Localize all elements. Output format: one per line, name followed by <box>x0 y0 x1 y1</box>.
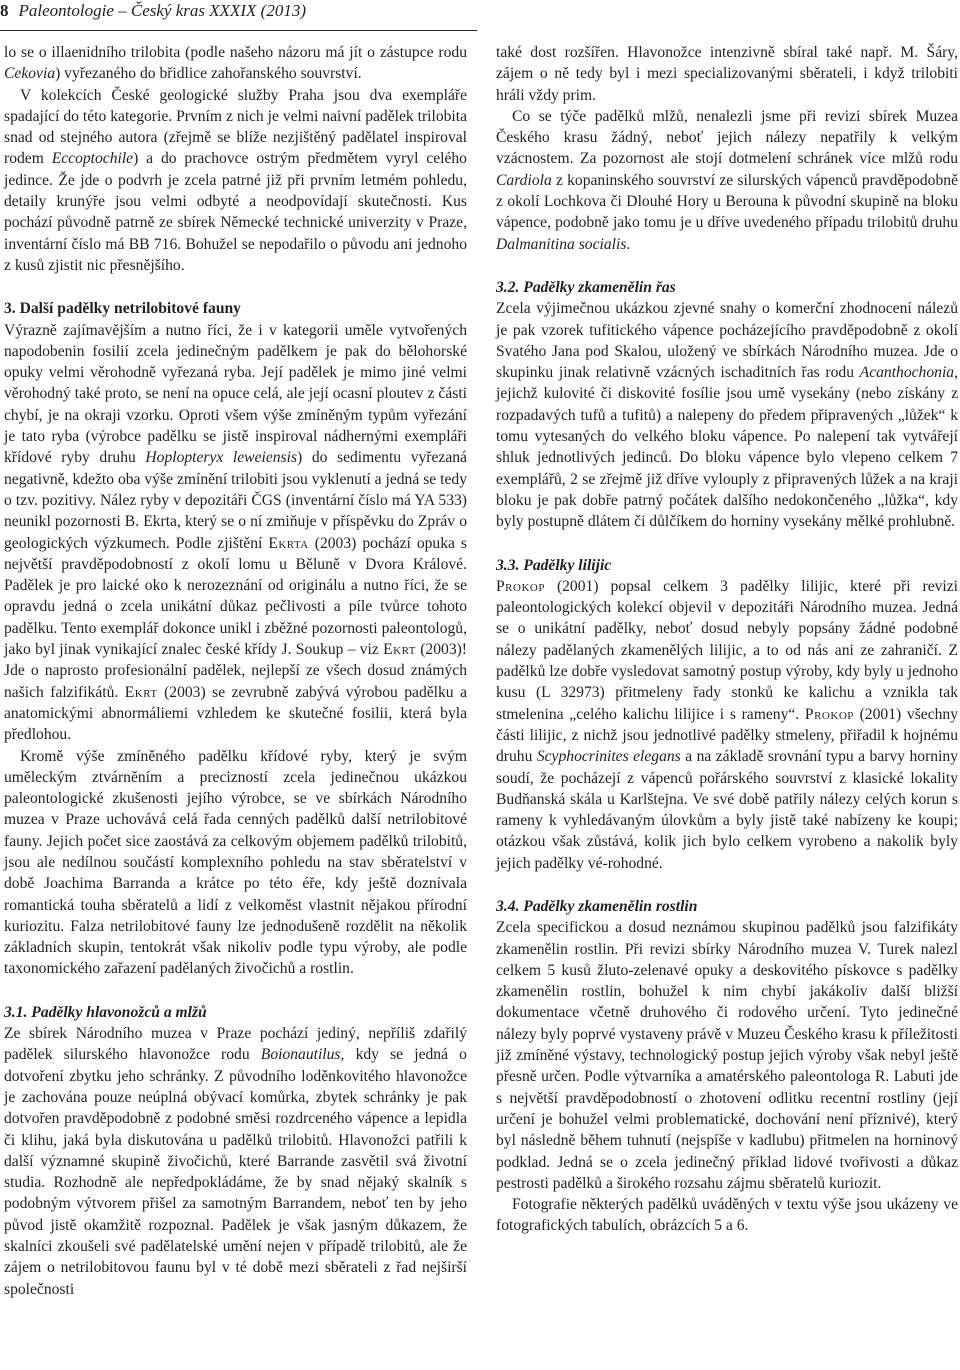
subsection-heading: 3.4. Padělky zkamenělin rostlin <box>496 897 698 915</box>
text-run: lo se o illaenidního trilobita (podle našeho názoru má jít o zástupce rodu <box>4 44 467 61</box>
italic-term: Cekovia <box>4 65 56 83</box>
text-run: a na základě srovnání typu a barvy horniny soudí, že pocházejí z vápenců pořárského souvrství z klasické lokality Budňanská skála u Karlštejna. Ve své době patřily nálezy celých korun s rameny k vyhledávaným úlovkům a byly jistě také nabízeny ke koupi; otázkou však zůstává, kolik jich bylo celkem vyrobeno a nakolik byly jejich padělky vé-rohodné. <box>496 748 958 872</box>
text-run: (2003)! Jde o naprosto profesionální padělek, nejlepší ze všech dosud známých našich falzifikátů. <box>4 641 468 701</box>
author-citation: Ekrta <box>268 534 309 552</box>
paragraph <box>496 42 958 106</box>
paragraph <box>496 298 958 532</box>
text-run: Kromě výše zmíněného padělku křídové ryby, který je svým uměleckým ztvárněním a precizností zcela jedinečnou ukázkou paleontologické zkušenosti jejího výrobce, se ve sbírkách Národního muzea v Praze uchovává celá řada cenných padělků další netrilobitové fauny. Jejich počet sice zaostává za celkovým objemem padělků trilobitů, jsou ale nedílnou součástí komplexního pohledu na stav sběratelství v době Joachima Barranda a krátce po této éře, kdy ještě doznívala romantická touha sběratelů a lidí z velkoměst vlastnit nějakou přírodní kuriozitu. Falza netrilobitové fauny lze jednodušeně rozdělit na několik základních skupin, tentokrát však nikoliv podle typu výroby, ale podle taxonomického zařazení padělaných živočichů a rostlin. <box>4 747 467 978</box>
italic-term: Boionautilus <box>260 1046 341 1064</box>
section-heading: 3. Další padělky netrilobitové fauny <box>4 300 241 318</box>
author-citation: Ekrt <box>124 683 158 701</box>
paragraph <box>4 42 467 85</box>
text-run: Fotografie některých padělků uváděných v textu výše jsou ukázeny ve fotografických tabulích, obrázcích 5 a 6. <box>496 1196 958 1235</box>
paragraph <box>496 576 958 874</box>
italic-term: Hoplopteryx leweiensis <box>145 449 298 467</box>
paragraph <box>496 106 958 255</box>
subsection-heading: 3.2. Padělky zkamenělin řas <box>496 278 676 296</box>
paragraph <box>4 746 467 980</box>
text-run: ) do sedimentu vyřezaná negativně, kdežto oba výše zmínění trilobiti jsou vyklenutí a jedná se tedy o tzv. pozitivy. Nález ryby v depozitáři ČGS (inventární číslo má YA 533) neunikl pozornosti B. Ekrta, který se o ní zmiňuje v příspěvku do Zpráv o geologických výzkumech. Podle zjištění <box>4 449 467 552</box>
paragraph <box>4 1023 467 1300</box>
running-header <box>0 0 306 22</box>
text-run: Zcela výjimečnou ukázkou zjevné snahy o komerční zhodnocení nálezů je pak vzorek tufitického vápence pocházejícího pravděpodobně z okolí Svatého Jana pod Skalou, uložený ve sbírkách Národního muzea. Jde o skupinku jinak relativně vzácných ischaditních řas rodu <box>496 300 958 382</box>
text-run: V kolekcích České geologické služby Praha jsou dva exempláře spadající do této kategorie. Prvním z nich je velmi naivní padělek trilobita snad od stejného autora (zřejmě se blíže nezjištěný padělatel inspiroval rodem <box>4 86 467 168</box>
subsection-heading: 3.3. Padělky lilijic <box>496 556 612 574</box>
text-run: Výrazně zajímavějším a nutno říci, že i v kategorii uměle vytvořených napodobenin fosilií zcela jedinečným padělkem je pak do bělohorské opuky velmi věrohodně vyřezaná ryba. Její padělek je mimo jiné velmi věrohodný také proto, se není na opuce celá, ale její ocasní ploutev z části chybí, je na okraji vzorku. Oproti všem výše zmíněným typům vyřezání je tato ryba (výrobce padělku se jistě inspiroval nádhernými exempláři křídové ryby druhu <box>4 321 467 467</box>
paragraph <box>4 85 467 277</box>
text-run: také dost rozšířen. Hlavonožce intenzivně sbíral také např. M. Šáry, zájem o ně tedy byl i mezi specializovanými sběrateli, i když trilobiti hráli vždy prim. <box>496 44 958 104</box>
paragraph <box>4 320 467 746</box>
text-run: Ze sbírek Národního muzea v Praze pochází jediný, nepříliš zdařilý padělek silurského hlavonožce rodu <box>4 1025 467 1064</box>
text-run: . <box>626 235 631 253</box>
italic-term: Cardiola <box>496 171 552 189</box>
text-run: Zcela specifickou a dosud neznámou skupinou padělků jsou falzifikáty zkamenělin rostlin. Při revizi sbírky Národního muzea V. Turek nalezl celkem 5 kusů žluto-zelenavé opuky a deskovitého pískovce s padělky zkamenělin rostlin, bohužel k nim chybí jakákoliv další bližší dokumentace včetně druhového či rodového určení. Tyto jedinečné nálezy byly poprvé vystaveny právě v Muzeu Českého krasu k příležitosti již zmíněné výstavy, technologický postup jejich výroby však nebyl ještě přesně určen. Podle výtvarníka a amatérského paleontologa R. Labuti jde s největší pravděpodobností o zhotovení odlitku recentní rostliny (její určení je bohužel velmi problematické, dochování není příznivé), který byl následně během tuhnutí (nejspíše v kadlubu) přitmelen na horninový podklad. Jedná se o zcela jedinečný příklad lidové tvořivosti a důkaz pestrosti padělků a širokého rozsahu zájmu sběratelů kuriozit. <box>496 919 958 1192</box>
italic-term: Dalmanitina socialis <box>496 235 627 253</box>
right-column <box>496 42 958 1237</box>
text-run: (2003) pochází opuka s největší pravděpodobností z okolí lomu u Běluně v Dvora Králové. Padělek je pro laické oko k nerozeznání od originálu a nutno říci, že se opravdu jedná o zcela unikátní důkaz pečlivosti a píle tvůrce tohoto padělku. Tento exemplář dokonce unikl i zběžné pozornosti paleontologů, jako byl jinak vynikající znalec české křídy J. Soukup – viz <box>4 534 467 659</box>
page-number: 8 <box>0 1 9 20</box>
text-run: (2001) popsal celkem 3 padělky lilijic, které při revizi paleontologických kolekcí objevil v depozitáři Národního muzea. Jedná se o unikátní padělky, neboť dosud nebyly popsány žádné podobné nálezy padělaných zkamenělých lilijic, a to od nás ani ze zahraničí. Z padělků lze dobře vysledovat samotný postup výroby, kdy byly u jednoho kusu (L 32973) přitmeleny řady stonků ke kalichu a vznikla tak stmelenina „celého kalichu lilijice i s rameny“. <box>496 577 958 723</box>
text-run: ) a do prachovce ostrým předmětem vyryl celého jedince. Že jde o podvrh je zcela patrné již při prvním letmém pohledu, detaily krunýře jsou velmi odbyté a neodpovídají skutečnosti. Kus pochází původně patrně ze sbírek Německé technické univerzity v Praze, inventární číslo má BB 716. Bohužel se nepodařilo o původu ani jednoho z kusů zjistit nic přesnějšího. <box>4 150 467 274</box>
text-run: z kopaninského souvrství ze silurských vápenců pravděpodobně z okolí Lochkova či Dlouhé Hory u Berouna k původní skupině na bloku vápence, podobně jako tomu je u dříve uvedeného případu trilobitů druhu <box>496 171 958 232</box>
italic-term: Eccoptochile <box>51 150 134 168</box>
author-citation: Prokop <box>496 577 545 595</box>
author-citation: Ekrt <box>383 641 416 659</box>
text-run: , kdy se jedná o dotvoření zbytku jeho schránky. Z původního loděnkovitého hlavonožce je zachována pouze neúplná obývací komůrka, zbytek schránky je pak dotvořen pravděpodobně z podobné směsi rozdrceného vápence a lepidla či klihu, jaká byla diskutována u padělků trilobitů. Hlavonožci patřili k další významné skupině živočichů, které Barrande zasvětil svá životní studia. Rozhodně ale nepředpokládáme, že by snad nějaký skalník s podobným výtvorem přišel za samotným Barrandem, neboť ten by jeho původ jistě okamžitě rozpoznal. Padělek je však jasným důkazem, že skalníci zkoušeli své padělatelské umění nejen v případě trilobitů, ale že zájem o netrilobitovou faunu byl v té době mezi sběrateli z řad nejširší společnosti <box>4 1046 467 1298</box>
text-run: Co se týče padělků mlžů, nenalezli jsme při revizi sbírek Muzea Českého krasu žádný, neboť jejich nálezy nepatřily k velkým vzácnostem. Za pozornost ale stojí dotmelení schránek více mlžů rodu <box>496 107 958 168</box>
paragraph <box>496 1194 958 1237</box>
text-run: (2003) se zevrubně zabývá výrobou padělku a anatomickými abnormáliemi vzhledem ke skutečné fosilii, která byla předlohou. <box>4 683 467 744</box>
text-run: (2001) všechny části lilijic, z nichž jsou jednotlivé padělky stmeleny, přiřadil k hojnému druhu <box>496 705 959 766</box>
italic-term: Acanthochonia <box>859 364 955 382</box>
subsection-heading: 3.1. Padělky hlavonožců a mlžů <box>4 1003 207 1021</box>
left-column <box>4 42 467 1300</box>
author-citation: Prokop <box>804 705 854 723</box>
text-run: , jejichž kulovité či diskovité fosílie jsou umě vysekány (nebo získány z rozpadavých tufů a tufitů) a nalepeny do předem připravených „lůžek“ k tomu vytesaných do velkého bloku vápence. Po nalepení tak vytvářejí shluk jednotlivých jedinců. Do bloku vápence bylo vlepeno celkem 7 exemplářů, 2 se zřejmě již dříve vylouply z připravených lůžek a na kraji bloku je pak dobře patrný počátek dalšího nedokončeného „lůžka“, kdy byly postupně dlátem či důlčíkem do horniny vysekány mělké prohlubně. <box>496 364 958 531</box>
journal-title: Paleontologie – Český kras XXXIX (2013) <box>18 1 307 20</box>
paragraph <box>496 917 958 1194</box>
italic-term: Scyphocrinites elegans <box>536 748 681 766</box>
header-divider <box>0 30 477 31</box>
text-run: ) vyřezaného do břidlice zahořanského souvrství. <box>55 65 362 83</box>
